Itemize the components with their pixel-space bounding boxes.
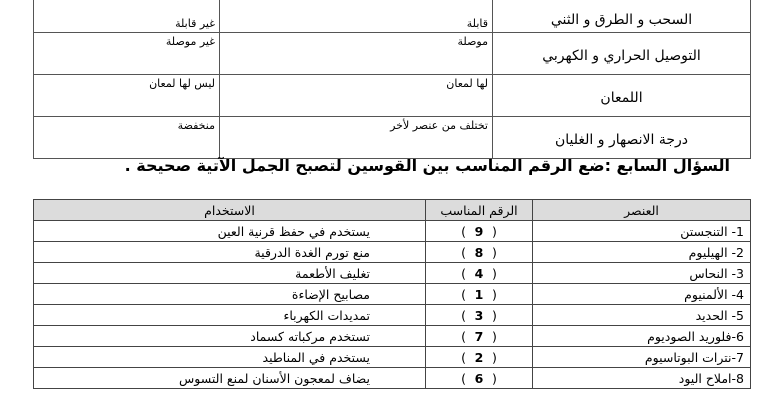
metal-cell: قابلة [220, 0, 493, 33]
number-cell: (1) [426, 284, 533, 305]
metal-cell: لها لمعان [220, 75, 493, 117]
property-cell: اللمعان [493, 75, 751, 117]
metal-cell: تختلف من عنصر لأخر [220, 117, 493, 159]
use-cell: مصابيح الإضاءة [34, 284, 426, 305]
table-row [34, 326, 751, 347]
answer-number: 1 [474, 286, 484, 302]
answer-number: 4 [474, 265, 484, 281]
element-cell: 2- الهيليوم [533, 242, 751, 263]
nonmetal-cell: غير قابلة [34, 0, 220, 33]
number-cell: (4) [426, 263, 533, 284]
use-cell: تغليف الأطعمة [34, 263, 426, 284]
element-cell: 8-املاح اليود [533, 368, 751, 389]
property-cell: درجة الانصهار و الغليان [493, 117, 751, 159]
question-title: السؤال السابع :ضع الرقم المناسب بين القوسين لتصبح الجمل الآتية صحيحة . [124, 156, 730, 175]
table-row [34, 242, 751, 263]
nonmetal-cell: ليس لها لمعان [34, 75, 220, 117]
nonmetal-cell: منخفضة [34, 117, 220, 159]
answer-number: 7 [474, 328, 484, 344]
table-header-row [34, 200, 751, 221]
number-cell: (6) [426, 368, 533, 389]
answer-number: 3 [474, 307, 484, 323]
property-cell: السحب و الطرق و الثني [493, 0, 751, 33]
table-row [34, 0, 751, 33]
answer-number: 2 [474, 349, 484, 365]
table-row [34, 75, 751, 117]
table-row [34, 33, 751, 75]
table-row [34, 305, 751, 326]
answer-number: 8 [474, 244, 484, 260]
number-cell: (7) [426, 326, 533, 347]
use-header: الاستخدام [34, 200, 426, 221]
metals-comparison-table [33, 0, 751, 159]
element-cell: 6-فلوريد الصوديوم [533, 326, 751, 347]
use-cell: يستخدم في المناطيد [34, 347, 426, 368]
element-header: العنصر [533, 200, 751, 221]
property-cell: التوصيل الحراري و الكهربي [493, 33, 751, 75]
table-row [34, 263, 751, 284]
element-cell: 4- الألمنيوم [533, 284, 751, 305]
nonmetal-cell: غير موصلة [34, 33, 220, 75]
number-cell: (8) [426, 242, 533, 263]
answer-number: 9 [474, 223, 484, 239]
table-row [34, 347, 751, 368]
number-cell: (2) [426, 347, 533, 368]
use-cell: يضاف لمعجون الأسنان لمنع التسوس [34, 368, 426, 389]
use-cell: يستخدم في حفظ قرنية العين [34, 221, 426, 242]
number-header: الرقم المناسب [426, 200, 533, 221]
table-row [34, 221, 751, 242]
table-row [34, 117, 751, 159]
element-cell: 1- التنجستن [533, 221, 751, 242]
matching-table [33, 199, 751, 389]
metal-cell: موصلة [220, 33, 493, 75]
use-cell: تستخدم مركباته كسماد [34, 326, 426, 347]
use-cell: منع تورم الغدة الدرقية [34, 242, 426, 263]
table-row [34, 284, 751, 305]
table-row [34, 368, 751, 389]
number-cell: (3) [426, 305, 533, 326]
number-cell: (9) [426, 221, 533, 242]
element-cell: 7-نترات البوتاسيوم [533, 347, 751, 368]
element-cell: 5- الحديد [533, 305, 751, 326]
element-cell: 3- النحاس [533, 263, 751, 284]
use-cell: تمديدات الكهرباء [34, 305, 426, 326]
answer-number: 6 [474, 370, 484, 386]
